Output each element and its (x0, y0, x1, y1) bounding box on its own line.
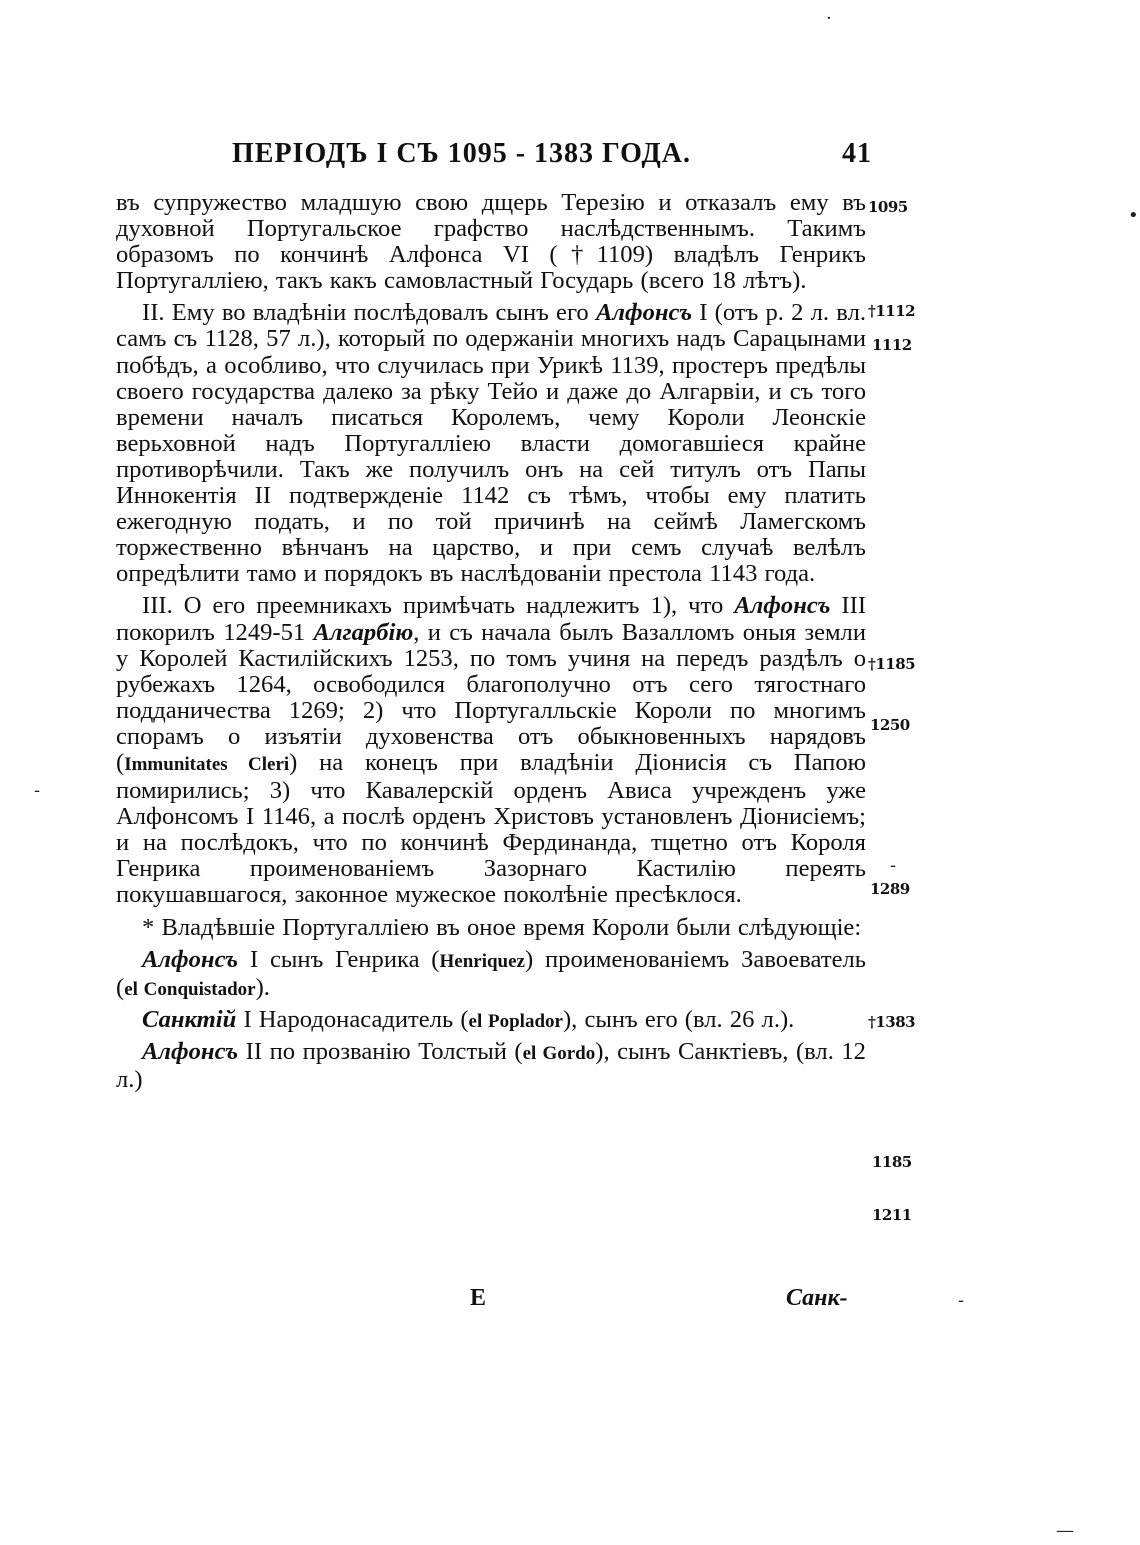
page-number: 41 (842, 138, 872, 169)
latin-term: Henriquez (439, 950, 525, 972)
page-title: ПЕРIОДЪ I СЪ 1095 - 1383 ГОДА. (232, 138, 692, 169)
margin-note: 1250 (870, 716, 910, 734)
ink-mark: · (826, 8, 832, 29)
ink-mark: — (1056, 1520, 1074, 1541)
margin-note: †1112 (868, 302, 916, 320)
latin-term: el Conquistador (124, 978, 256, 1000)
catchword: Санк- (786, 1285, 848, 1311)
paragraph-1 (116, 190, 866, 294)
king-name: Алфонсъ (142, 945, 239, 973)
king-name: Алфонсъ (142, 1037, 239, 1065)
margin-note: †1383 (868, 1013, 916, 1031)
ink-mark: - (34, 780, 41, 801)
margin-note: †1185 (868, 655, 916, 673)
ink-mark: - (890, 855, 897, 876)
margin-note: 1211 (872, 1206, 912, 1224)
margin-note: 1112 (872, 336, 912, 354)
paragraph-2: II. Ему во владѣнiи послѣдовалъ сынъ его Алфонсъ I (отъ р. 2 л. вл. самъ съ 1128, 57 л.), который по одержанiи многихъ надъ Сарацынами побѣдъ, а особливо, что случилась при Урикѣ 1139, простеръ предѣлы своего государства далеко за рѣку Тейо и даже до Алгарвiи, и съ того времени началъ писаться Королемъ, чему Короли Леонскiе верьховной надъ Португаллiею власти домогавшiеся крайне противорѣчили. Такъ же получилъ онъ на сей титулъ отъ Папы Иннокентiя II подтвержденiе 1142 съ тѣмъ, чтобы ему платить ежегодную подать, и по той причинѣ на сеймѣ Ламегскомъ торжественно вѣнчанъ на царство, и при семъ случаѣ велѣлъ опредѣлити тамо и порядокъ въ наслѣдованiи престола 1143 года. (116, 299, 866, 588)
paragraph-text: въ супружество младшую свою дщерь Терезiю и отказалъ ему въ духовной Португальское графство наслѣдственнымъ. Такимъ образомъ по кончинѣ Алфонса VI (†1109) владѣлъ Генрикъ Португаллiею, такъ какъ самовластный Государь (всего 18 лѣтъ). (116, 189, 866, 295)
latin-term: el Gordo (522, 1042, 596, 1064)
latin-term: Immunitates Cleri (124, 753, 290, 775)
region-name: Алгарбiю (313, 618, 414, 646)
margin-note: 1185 (872, 1153, 912, 1171)
paragraph-3: III. О его преемникахъ примѣчать надлежитъ 1), что Алфонсъ III покорилъ 1249-51 Алгарбiю, и съ начала былъ Вазалломъ оныя земли у Королей Кастилiйскихъ 1253, по томъ учиня на передъ раздѣлъ о рубежахъ 1264, освободился благополучно отъ сего тягостнаго подданичества 1269; 2) что Португалльскiе Короли по многимъ спорамъ о изъятiи духовенства отъ обыкновенныхъ нарядовъ (Immunitates Cleri) на конецъ при владѣнiи Дiонисiя съ Папою помирились; 3) что Кавалерскiй орденъ Ависа учрежденъ уже Алфонсомъ I 1146, а послѣ орденъ Христовъ установленъ Дiонисiемъ; и на послѣдокъ, что по кончинѣ Фердинанда, тщетно отъ Короля Генрика проименованiемъ Зазорнаго Кастилiю переять покушавшагося, законное мужеское поколѣнiе пресѣклося. (116, 592, 867, 909)
king-entry-1: Алфонсъ I сынъ Генрика (Henriquez) проименованiемъ Завоеватель (el Conquistador). (116, 945, 866, 1001)
margin-note: 1095 (868, 198, 908, 216)
king-name: Санктiй (142, 1005, 237, 1033)
running-header (232, 132, 872, 172)
signature-mark: E (470, 1285, 487, 1311)
latin-term: el Poplador (468, 1010, 563, 1032)
king-entry-2: Санктiй I Народонасадитель (el Poplador), сынъ его (вл. 26 л.). (142, 1005, 795, 1033)
king-entry-3: Алфонсъ II по прозванiю Толстый (el Gordo), сынъ Санктiевъ, (вл. 12 л.) (116, 1037, 866, 1093)
ink-mark: • (1128, 205, 1139, 226)
margin-note: 1289 (870, 880, 910, 898)
ink-mark: - (958, 1290, 965, 1311)
ruler-name: Алфонсъ (734, 592, 831, 620)
paragraph-4: * Владѣвшiе Португаллiею въ оное время Короли были слѣдующiе: (142, 913, 862, 941)
ruler-name: Алфонсъ (595, 299, 693, 327)
main-text (116, 190, 866, 1097)
